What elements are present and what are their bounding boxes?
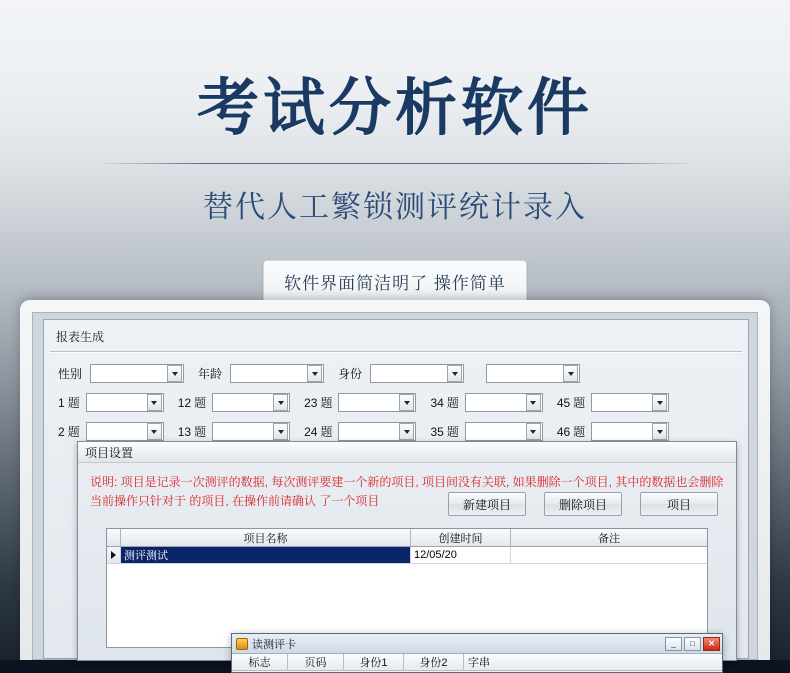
column-header-identity2[interactable]: 身份2 — [404, 654, 464, 670]
question-item — [58, 393, 164, 412]
chevron-down-icon[interactable] — [399, 423, 414, 440]
question-select[interactable] — [591, 422, 669, 441]
project-dialog-buttons — [448, 492, 718, 516]
column-header-identity1[interactable]: 身份1 — [344, 654, 404, 670]
question-unit: 题 — [573, 425, 586, 439]
question-number: 46 — [556, 424, 571, 439]
question-item — [304, 393, 416, 412]
cell-created-time[interactable]: 12/05/20 — [411, 547, 511, 564]
question-unit: 题 — [446, 425, 459, 439]
question-row-2 — [44, 412, 748, 441]
filter-identity-select[interactable] — [370, 364, 464, 383]
question-number: 35 — [430, 424, 444, 439]
question-row-1 — [44, 383, 748, 412]
chevron-down-icon[interactable] — [652, 394, 667, 411]
app-icon — [236, 638, 248, 650]
question-number: 2 — [58, 424, 65, 439]
chevron-down-icon[interactable] — [273, 394, 288, 411]
filter-extra-select[interactable] — [486, 364, 580, 383]
question-item — [557, 422, 669, 441]
chevron-down-icon[interactable] — [147, 423, 162, 440]
filter-age — [198, 364, 324, 383]
page-subtitle: 替代人工繁锁测评统计录入 — [203, 191, 587, 224]
project-dialog-title: 项目设置 — [85, 445, 134, 460]
report-window-title: 报表生成 — [56, 330, 105, 344]
column-header-page[interactable]: 页码 — [288, 654, 344, 670]
hero-section — [0, 0, 790, 300]
question-unit: 题 — [194, 396, 207, 410]
filter-gender-select[interactable] — [90, 364, 184, 383]
question-item — [430, 422, 542, 441]
filter-extra — [478, 364, 580, 383]
chevron-down-icon[interactable] — [652, 423, 667, 440]
question-unit: 题 — [446, 396, 459, 410]
column-header-created[interactable]: 创建时间 — [411, 529, 511, 546]
chevron-down-icon[interactable] — [307, 365, 322, 382]
chevron-down-icon[interactable] — [167, 365, 182, 382]
question-select[interactable] — [591, 393, 669, 412]
minimize-icon[interactable]: _ — [665, 637, 682, 651]
column-header-remark[interactable]: 备注 — [598, 532, 620, 545]
column-header-string[interactable]: 字串 — [468, 657, 490, 669]
question-select[interactable] — [465, 393, 543, 412]
question-number: 45 — [556, 395, 571, 410]
chevron-down-icon[interactable] — [563, 365, 578, 382]
chevron-down-icon[interactable] — [447, 365, 462, 382]
card-table-header — [232, 654, 722, 671]
laptop-frame — [20, 300, 770, 669]
question-unit: 题 — [67, 396, 80, 410]
question-unit: 题 — [194, 425, 207, 439]
question-number: 1 — [58, 395, 65, 410]
question-unit: 题 — [320, 396, 333, 410]
question-number: 23 — [304, 395, 318, 410]
column-header-flag[interactable]: 标志 — [232, 654, 288, 670]
row-marker-icon — [107, 547, 121, 564]
delete-project-button[interactable]: 删除项目 — [544, 492, 622, 516]
read-card-dialog — [231, 633, 723, 673]
table-row[interactable] — [107, 547, 707, 564]
question-item — [557, 393, 669, 412]
question-number: 12 — [177, 395, 192, 410]
page-title: 考试分析软件 — [196, 74, 593, 143]
question-select[interactable] — [86, 422, 164, 441]
question-unit: 题 — [320, 425, 333, 439]
question-select[interactable] — [338, 422, 416, 441]
question-unit: 题 — [573, 396, 586, 410]
question-number: 34 — [430, 395, 444, 410]
title-divider — [95, 163, 695, 164]
chevron-down-icon[interactable] — [526, 394, 541, 411]
question-select[interactable] — [212, 393, 290, 412]
question-select[interactable] — [86, 393, 164, 412]
card-dialog-title: 读测评卡 — [252, 638, 296, 651]
question-select[interactable] — [338, 393, 416, 412]
project-table — [106, 528, 708, 648]
project-note-line2: 当前操作只针对于 的项目, 在操作前请确认 了一个项目 — [90, 494, 380, 508]
close-icon[interactable]: ✕ — [703, 637, 720, 651]
filter-age-select[interactable] — [230, 364, 324, 383]
question-item — [430, 393, 542, 412]
chevron-down-icon[interactable] — [399, 394, 414, 411]
card-dialog-titlebar[interactable] — [232, 634, 722, 654]
column-header-name[interactable]: 项目名称 — [121, 529, 411, 546]
chevron-down-icon[interactable] — [273, 423, 288, 440]
question-select[interactable] — [465, 422, 543, 441]
filter-row — [44, 352, 748, 383]
question-item — [304, 422, 416, 441]
chevron-down-icon[interactable] — [526, 423, 541, 440]
question-number: 24 — [304, 424, 318, 439]
project-dialog-titlebar[interactable] — [78, 442, 736, 463]
question-select[interactable] — [212, 422, 290, 441]
project-table-header — [107, 529, 707, 547]
feature-badge: 软件界面简洁明了 操作简单 — [263, 260, 527, 305]
question-item — [178, 422, 290, 441]
cell-remark[interactable] — [511, 547, 707, 564]
filter-identity — [338, 364, 464, 383]
filter-gender — [58, 364, 184, 383]
window-controls — [665, 637, 720, 651]
column-header-marker — [107, 529, 121, 546]
project-button[interactable]: 项目 — [640, 492, 718, 516]
filter-age-label: 年龄 — [198, 367, 223, 381]
app-screenshot — [32, 312, 758, 669]
question-item — [58, 422, 164, 441]
filter-identity-label: 身份 — [338, 367, 363, 381]
question-unit: 题 — [67, 425, 80, 439]
question-item — [178, 393, 290, 412]
cell-project-name[interactable]: 测评测试 — [121, 547, 411, 564]
project-note-line1: 说明: 项目是记录一次测评的数据, 每次测评要建一个新的项目, 项目间没有关联, 如果删除一个项目, 其中的数据也会删除 — [90, 475, 724, 489]
filter-gender-label: 性别 — [58, 367, 83, 381]
chevron-down-icon[interactable] — [147, 394, 162, 411]
new-project-button[interactable]: 新建项目 — [448, 492, 526, 516]
project-settings-dialog — [77, 441, 737, 661]
question-number: 13 — [177, 424, 192, 439]
maximize-icon[interactable]: □ — [684, 637, 701, 651]
